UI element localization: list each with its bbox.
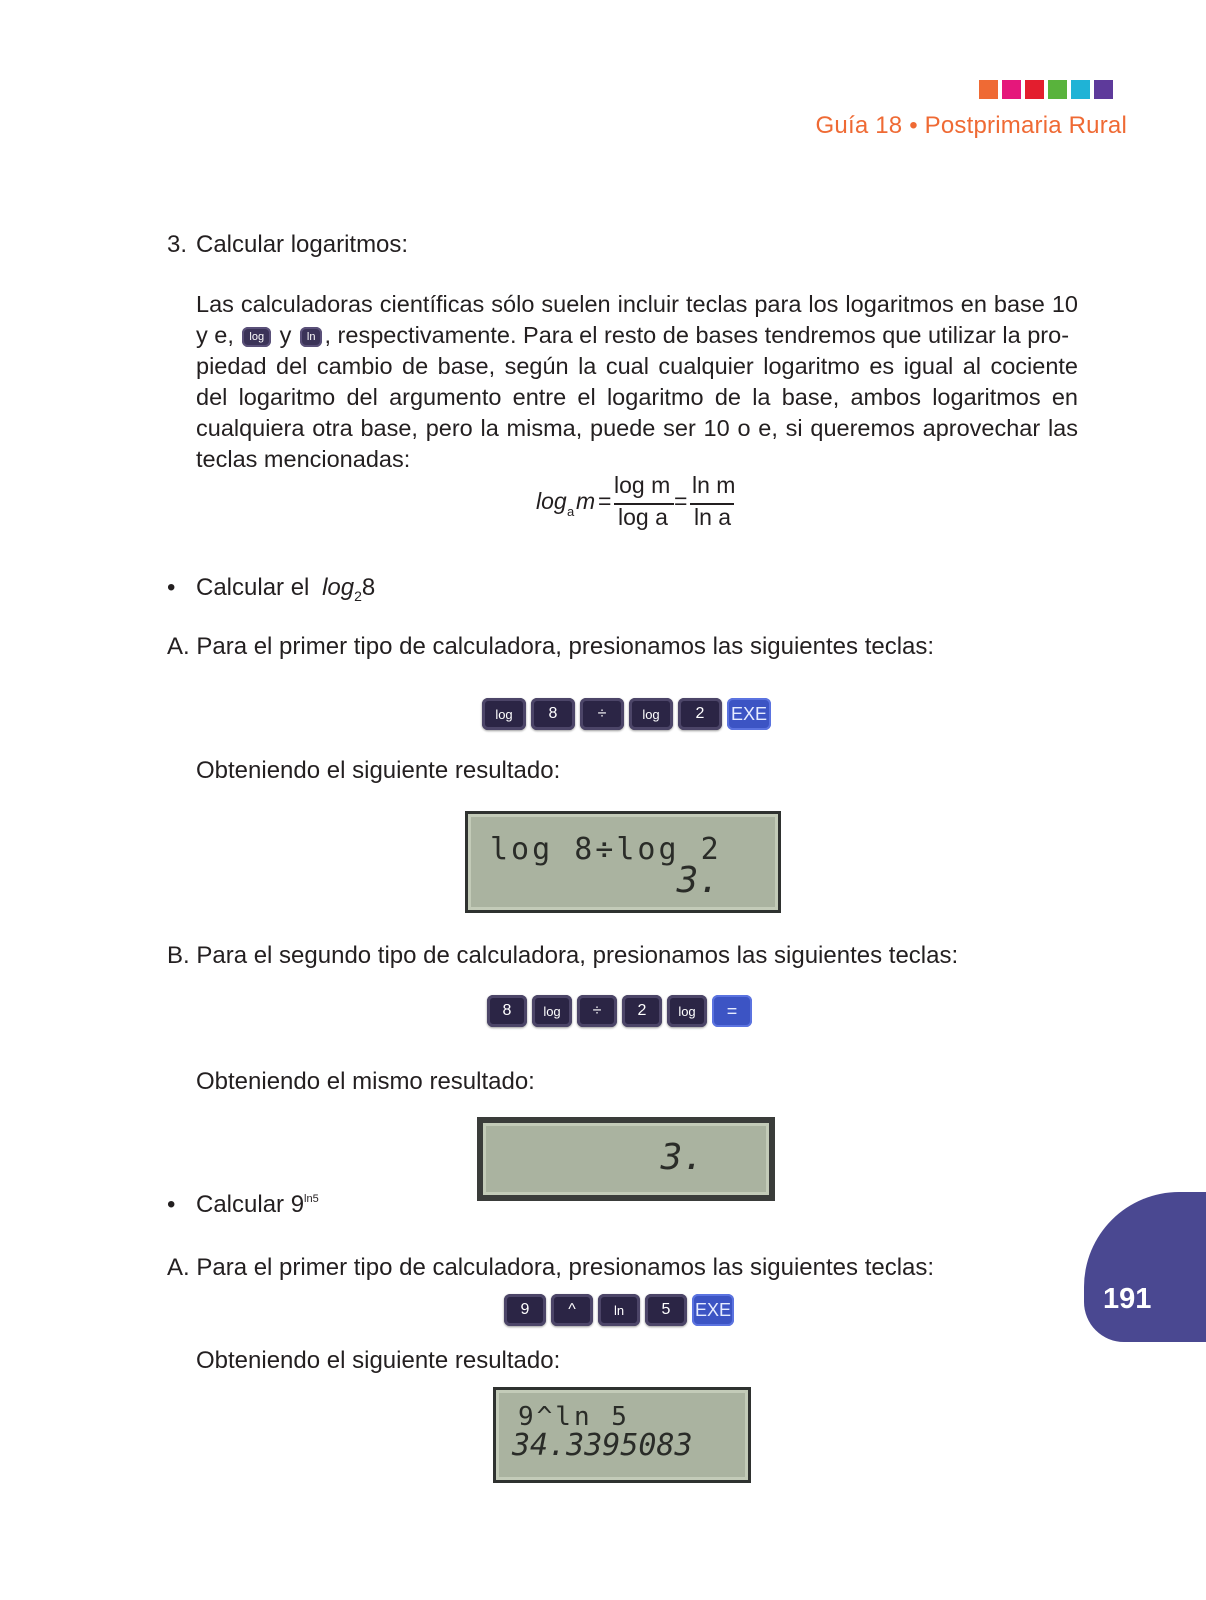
example-text: Calcular el [196, 574, 310, 601]
key-sequence-a [482, 698, 771, 730]
result-label: Obteniendo el siguiente resultado: [196, 1347, 561, 1374]
calculator-display-a [465, 811, 781, 913]
paragraph-text: , respectivamente. Para el resto de bases tendremos que utilizar la pro- [324, 322, 1070, 348]
calc-key: ln [598, 1294, 640, 1326]
color-square [1002, 80, 1021, 99]
color-square [979, 80, 998, 99]
color-square [1071, 80, 1090, 99]
log-key-icon: log [242, 327, 271, 347]
calc-key: log [629, 698, 673, 730]
display-result: 34.3395083 [512, 1428, 693, 1463]
calculator-display-b [477, 1117, 775, 1201]
paragraph-line [196, 320, 1078, 351]
calc-key: log [482, 698, 526, 730]
paragraph-line: piedad del cambio de base, según la cual cualquier logaritmo es igual al cociente [196, 353, 1078, 379]
result-label: Obteniendo el siguiente resultado: [196, 757, 561, 784]
section-number: 3. [167, 231, 188, 258]
formula-lhs: log [536, 488, 567, 514]
paragraph-text: y e, [196, 322, 234, 348]
calc-key: 8 [487, 995, 527, 1027]
guide-title: Guía 18 • Postprimaria Rural [815, 112, 1127, 139]
part-a-instruction: A. Para el primer tipo de calculadora, presionamos las siguientes teclas: [167, 1254, 935, 1281]
intro-paragraph [196, 289, 1078, 475]
color-square [1025, 80, 1044, 99]
example-expr: log [322, 574, 355, 601]
calc-key: log [532, 995, 572, 1027]
paragraph-line: teclas mencionadas: [196, 446, 411, 472]
example-expr-sub: 2 [354, 588, 362, 604]
calc-key: ÷ [580, 698, 624, 730]
color-square [1094, 80, 1113, 99]
calc-key: ^ [551, 1294, 593, 1326]
calc-key: log [667, 995, 707, 1027]
example-expr-arg: 8 [361, 574, 376, 601]
example-text: Calcular 9 [196, 1191, 305, 1218]
display-result: 3. [676, 860, 720, 901]
formula-lhs-sub: a [567, 504, 575, 519]
color-square [1048, 80, 1067, 99]
color-squares [979, 80, 1113, 99]
change-of-base-formula [536, 474, 746, 534]
formula-denominator: ln a [694, 504, 732, 530]
example-heading [196, 1189, 319, 1225]
calc-key: ÷ [577, 995, 617, 1027]
key-sequence-c [504, 1294, 734, 1326]
paragraph-text: y [279, 322, 292, 348]
exe-key: EXE [692, 1294, 734, 1326]
result-label: Obteniendo el mismo resultado: [196, 1068, 535, 1095]
calc-key: 9 [504, 1294, 546, 1326]
page-number: 191 [1103, 1283, 1152, 1315]
key-sequence-b [487, 995, 752, 1027]
part-b-instruction: B. Para el segundo tipo de calculadora, presionamos las siguientes teclas: [167, 942, 959, 969]
formula-equals: = [674, 488, 688, 514]
paragraph-line: Las calculadoras científicas sólo suelen incluir teclas para los logaritmos en base 10 [196, 291, 1078, 317]
equals-key: = [712, 995, 752, 1027]
display-expression: 9^ln 5 [518, 1402, 630, 1432]
calc-key: 2 [622, 995, 662, 1027]
display-result: 3. [660, 1137, 704, 1178]
page-number-blob [1084, 1192, 1206, 1342]
display-expression: log 8÷log 2 [490, 832, 722, 867]
formula-numerator: ln m [692, 472, 736, 498]
calc-key: 5 [645, 1294, 687, 1326]
formula-lhs-arg: m [576, 488, 596, 514]
exe-key: EXE [727, 698, 771, 730]
example-heading [196, 572, 375, 606]
formula-numerator: log m [614, 472, 671, 498]
example-superscript: ln5 [304, 1193, 319, 1205]
ln-key-icon: ln [300, 327, 323, 347]
paragraph-line: del logaritmo del argumento entre el logaritmo de la base, ambos logaritmos en [196, 384, 1078, 410]
part-a-instruction: A. Para el primer tipo de calculadora, presionamos las siguientes teclas: [167, 633, 935, 660]
calc-key: 2 [678, 698, 722, 730]
formula-equals: = [598, 488, 612, 514]
bullet: • [167, 1191, 176, 1218]
section-title: Calcular logaritmos: [196, 231, 409, 258]
formula-denominator: log a [618, 504, 668, 530]
bullet: • [167, 574, 176, 601]
calculator-display-c [493, 1387, 751, 1483]
paragraph-line: cualquiera otra base, pero la misma, puede ser 10 o e, si queremos aprovechar las [196, 415, 1078, 441]
calc-key: 8 [531, 698, 575, 730]
